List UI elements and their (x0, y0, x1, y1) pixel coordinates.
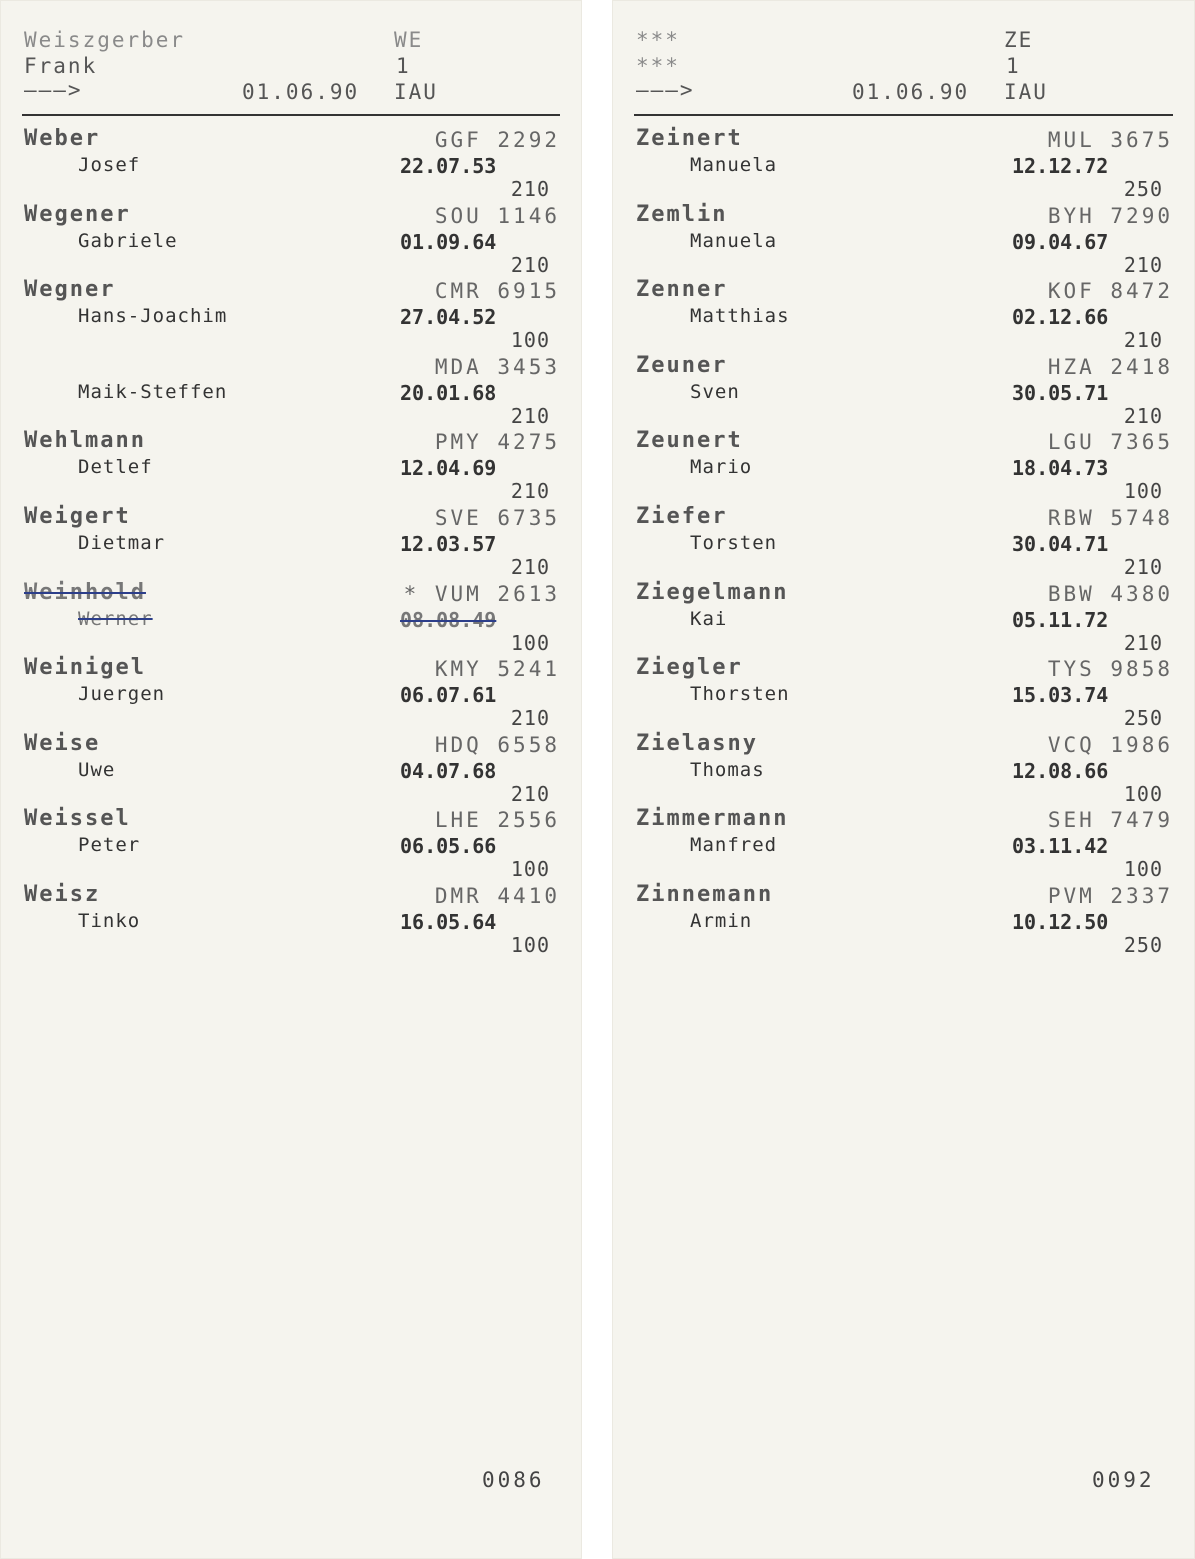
unit-number: 100 (510, 630, 550, 655)
list-item (0, 503, 582, 582)
header-seq: 1 (1006, 54, 1021, 78)
firstname: Armin (690, 909, 753, 932)
birth-date: 04.07.68 (400, 758, 497, 783)
id-code: LHE 2556 (434, 808, 560, 833)
header-code: ZE (1004, 28, 1034, 52)
header-firstname: *** (636, 54, 680, 78)
header-rule (22, 114, 560, 116)
id-code: PMY 4275 (434, 430, 560, 455)
firstname: Manfred (690, 834, 778, 857)
list-item (612, 201, 1195, 280)
page-number: 0086 (482, 1468, 545, 1492)
firstname: Thomas (690, 758, 765, 781)
firstname: Sven (690, 380, 740, 403)
id-code: GGF 2292 (434, 128, 560, 152)
surname: Zeinert (636, 126, 743, 151)
unit-number: 210 (510, 479, 550, 504)
firstname: Maik-Steffen (78, 380, 228, 403)
unit-number: 100 (1123, 857, 1163, 882)
id-code: PVM 2337 (1047, 883, 1173, 908)
index-card-left (0, 0, 582, 1559)
surname: Wegner (24, 277, 116, 303)
id-code: RBW 5748 (1047, 505, 1173, 530)
surname: Zemlin (636, 201, 728, 227)
arrow-icon: ———> (636, 78, 695, 102)
list-item (612, 352, 1195, 431)
surname: Zielasny (636, 730, 758, 756)
birth-date: 27.04.52 (400, 305, 497, 330)
surname: Weissel (24, 806, 131, 832)
firstname: Peter (78, 834, 141, 857)
id-code: TYS 9858 (1047, 657, 1173, 682)
unit-number: 100 (510, 328, 550, 353)
header-rule (634, 114, 1173, 116)
header-name: *** (636, 28, 680, 52)
birth-date: 30.04.71 (1012, 531, 1109, 556)
birth-date: 12.04.69 (400, 456, 497, 481)
unit-number: 210 (510, 781, 550, 806)
id-code: * VUM 2613 (403, 581, 560, 606)
id-code: DMR 4410 (434, 883, 560, 908)
surname: Weigert (24, 503, 131, 529)
surname: Weisz (24, 881, 101, 907)
birth-date: 03.11.42 (1012, 834, 1109, 859)
unit-number: 210 (1123, 403, 1163, 428)
birth-date: 22.07.53 (400, 154, 497, 178)
entry-list (0, 128, 582, 960)
firstname: Manuela (690, 154, 778, 176)
list-item (0, 201, 582, 280)
id-code: LGU 7365 (1047, 430, 1173, 455)
unit-number: 210 (1123, 252, 1163, 277)
surname: Wegener (24, 201, 131, 227)
id-code: MDA 3453 (434, 354, 560, 379)
birth-date: 10.12.50 (1012, 909, 1109, 934)
birth-date: 30.05.71 (1012, 380, 1109, 405)
unit-number: 100 (1123, 479, 1163, 504)
id-code: VCQ 1986 (1047, 732, 1173, 757)
list-item (0, 881, 582, 960)
firstname: Dietmar (78, 531, 166, 554)
unit-number: 210 (1123, 328, 1163, 353)
birth-date: 15.03.74 (1012, 683, 1109, 708)
id-code: MUL 3675 (1047, 128, 1173, 152)
id-code: HZA 2418 (1047, 354, 1173, 379)
unit-number: 100 (510, 857, 550, 882)
unit-number: 210 (1123, 630, 1163, 655)
list-item (0, 430, 582, 506)
firstname: Manuela (690, 229, 778, 252)
birth-date: 16.05.64 (400, 909, 497, 934)
unit-number: 250 (1123, 932, 1163, 957)
header-dept: IAU (1004, 80, 1048, 104)
unit-number: 210 (510, 706, 550, 731)
id-code: SOU 1146 (434, 203, 560, 228)
list-item (0, 128, 582, 204)
unit-number: 210 (510, 403, 550, 428)
list-item (0, 808, 582, 884)
list-item (612, 579, 1195, 658)
birth-date: 05.11.72 (1012, 607, 1109, 632)
birth-date: 12.12.72 (1012, 154, 1109, 178)
surname: Zeuner (636, 352, 728, 378)
id-code: KMY 5241 (434, 657, 560, 682)
header-name: Weiszgerber (24, 28, 186, 52)
list-item (0, 279, 582, 355)
list-item (612, 503, 1195, 582)
header-dept: IAU (394, 80, 438, 104)
firstname: Torsten (690, 531, 778, 554)
firstname: Josef (78, 154, 141, 176)
list-item (612, 430, 1195, 506)
unit-number: 250 (1123, 706, 1163, 731)
unit-number: 100 (510, 932, 550, 957)
list-item (612, 128, 1195, 204)
id-code: BBW 4380 (1047, 581, 1173, 606)
surname: Zinnemann (636, 881, 774, 907)
arrow-icon: ———> (24, 78, 83, 102)
surname: Zimmermann (636, 806, 789, 832)
birth-date: 01.09.64 (400, 229, 497, 254)
firstname: Thorsten (690, 683, 790, 706)
firstname: Werner (78, 607, 153, 630)
id-code: CMR 6915 (434, 279, 560, 304)
firstname: Juergen (78, 683, 166, 706)
birth-date: 20.01.68 (400, 380, 497, 405)
surname: Ziefer (636, 503, 728, 529)
surname: Wehlmann (24, 428, 146, 454)
surname: Weise (24, 730, 101, 756)
firstname: Matthias (690, 305, 790, 328)
birth-date: 08.08.49 (400, 607, 497, 632)
list-item (0, 657, 582, 733)
unit-number: 210 (510, 554, 550, 579)
list-item (612, 279, 1195, 355)
index-card-right (612, 0, 1195, 1559)
surname: Ziegler (636, 655, 743, 681)
firstname: Tinko (78, 909, 141, 932)
id-code: BYH 7290 (1047, 203, 1173, 228)
id-code: SVE 6735 (434, 505, 560, 530)
birth-date: 06.05.66 (400, 834, 497, 859)
list-item (0, 355, 582, 431)
unit-number: 100 (1123, 781, 1163, 806)
list-item (0, 730, 582, 809)
surname: Ziegelmann (636, 579, 789, 605)
birth-date: 02.12.66 (1012, 305, 1109, 330)
birth-date: 18.04.73 (1012, 456, 1109, 481)
list-item (612, 730, 1195, 809)
birth-date: 06.07.61 (400, 683, 497, 708)
id-code: SEH 7479 (1047, 808, 1173, 833)
firstname: Detlef (78, 456, 153, 479)
header-firstname: Frank (24, 54, 98, 78)
firstname: Gabriele (78, 229, 178, 252)
list-item-struck (0, 579, 582, 658)
page-number: 0092 (1092, 1468, 1155, 1492)
list-item (612, 808, 1195, 884)
birth-date: 09.04.67 (1012, 229, 1109, 254)
firstname: Hans-Joachim (78, 305, 228, 328)
birth-date: 12.03.57 (400, 531, 497, 556)
unit-number: 210 (510, 177, 550, 201)
firstname: Uwe (78, 758, 116, 781)
unit-number: 250 (1123, 177, 1163, 201)
id-code: KOF 8472 (1047, 279, 1173, 304)
list-item (612, 881, 1195, 960)
entry-list (612, 128, 1195, 960)
surname: Weber (24, 126, 101, 151)
firstname: Kai (690, 607, 728, 630)
id-code: HDQ 6558 (434, 732, 560, 757)
surname: Weinigel (24, 655, 146, 681)
surname: Weinhold (24, 579, 146, 605)
header-seq: 1 (396, 54, 411, 78)
surname: Zeunert (636, 428, 743, 454)
header-date: 01.06.90 (852, 80, 970, 104)
unit-number: 210 (510, 252, 550, 277)
firstname: Mario (690, 456, 753, 479)
header-code: WE (394, 28, 424, 52)
surname: Zenner (636, 277, 728, 303)
header-date: 01.06.90 (242, 80, 360, 104)
birth-date: 12.08.66 (1012, 758, 1109, 783)
unit-number: 210 (1123, 554, 1163, 579)
list-item (612, 657, 1195, 733)
